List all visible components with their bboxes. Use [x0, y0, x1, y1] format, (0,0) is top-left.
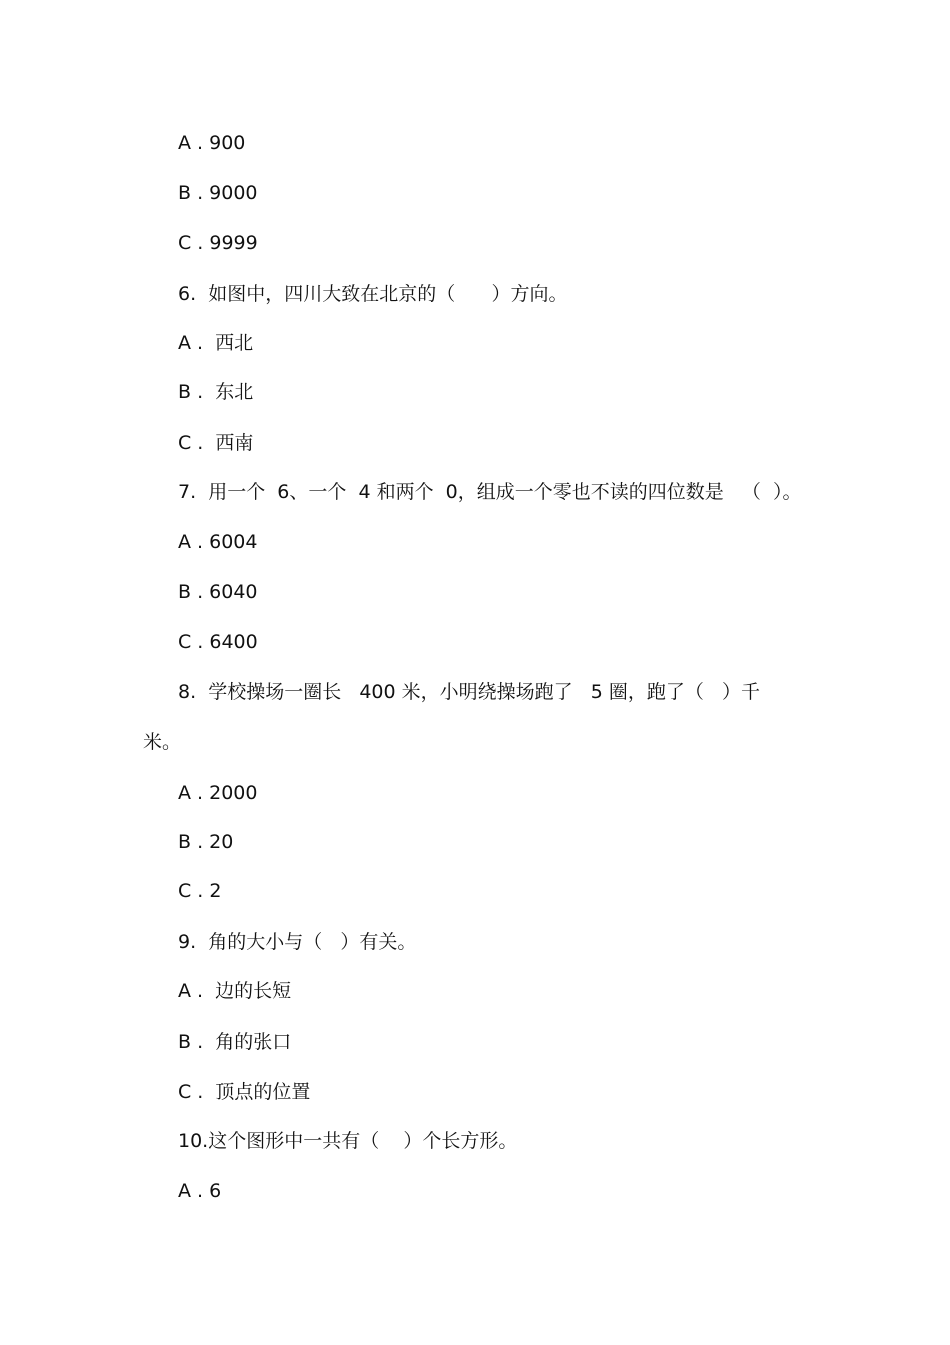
q6-option-b: B . 东北 [178, 381, 254, 403]
q9-option-b: B . 角的张口 [178, 1031, 292, 1053]
question-8: 8. 学校操场一圈长 400 米，小明绕操场跑了 5 圈，跑了（ ）千 [178, 681, 760, 703]
q6-option-c: C . 西南 [178, 432, 254, 454]
q9-option-a: A . 边的长短 [178, 980, 292, 1002]
q8-option-a: A . 2000 [178, 782, 258, 804]
q5-option-c: C . 9999 [178, 232, 258, 254]
q6-option-a: A . 西北 [178, 332, 254, 354]
q7-option-a: A . 6004 [178, 531, 258, 553]
q8-option-b: B . 20 [178, 831, 234, 853]
q8-option-c: C . 2 [178, 880, 222, 902]
question-7: 7. 用一个 6、一个 4 和两个 0，组成一个零也不读的四位数是 （ ）。 [178, 481, 802, 503]
question-6: 6. 如图中，四川大致在北京的（ ）方向。 [178, 283, 568, 305]
question-9: 9. 角的大小与（ ）有关。 [178, 931, 417, 953]
q5-option-a: A . 900 [178, 132, 246, 154]
q10-option-a: A . 6 [178, 1180, 222, 1202]
question-8-continued: 米。 [143, 731, 182, 753]
q5-option-b: B . 9000 [178, 182, 258, 204]
q7-option-b: B . 6040 [178, 581, 258, 603]
question-10: 10.这个图形中一共有（ ）个长方形。 [178, 1130, 518, 1152]
q7-option-c: C . 6400 [178, 631, 258, 653]
q9-option-c: C . 顶点的位置 [178, 1081, 311, 1103]
